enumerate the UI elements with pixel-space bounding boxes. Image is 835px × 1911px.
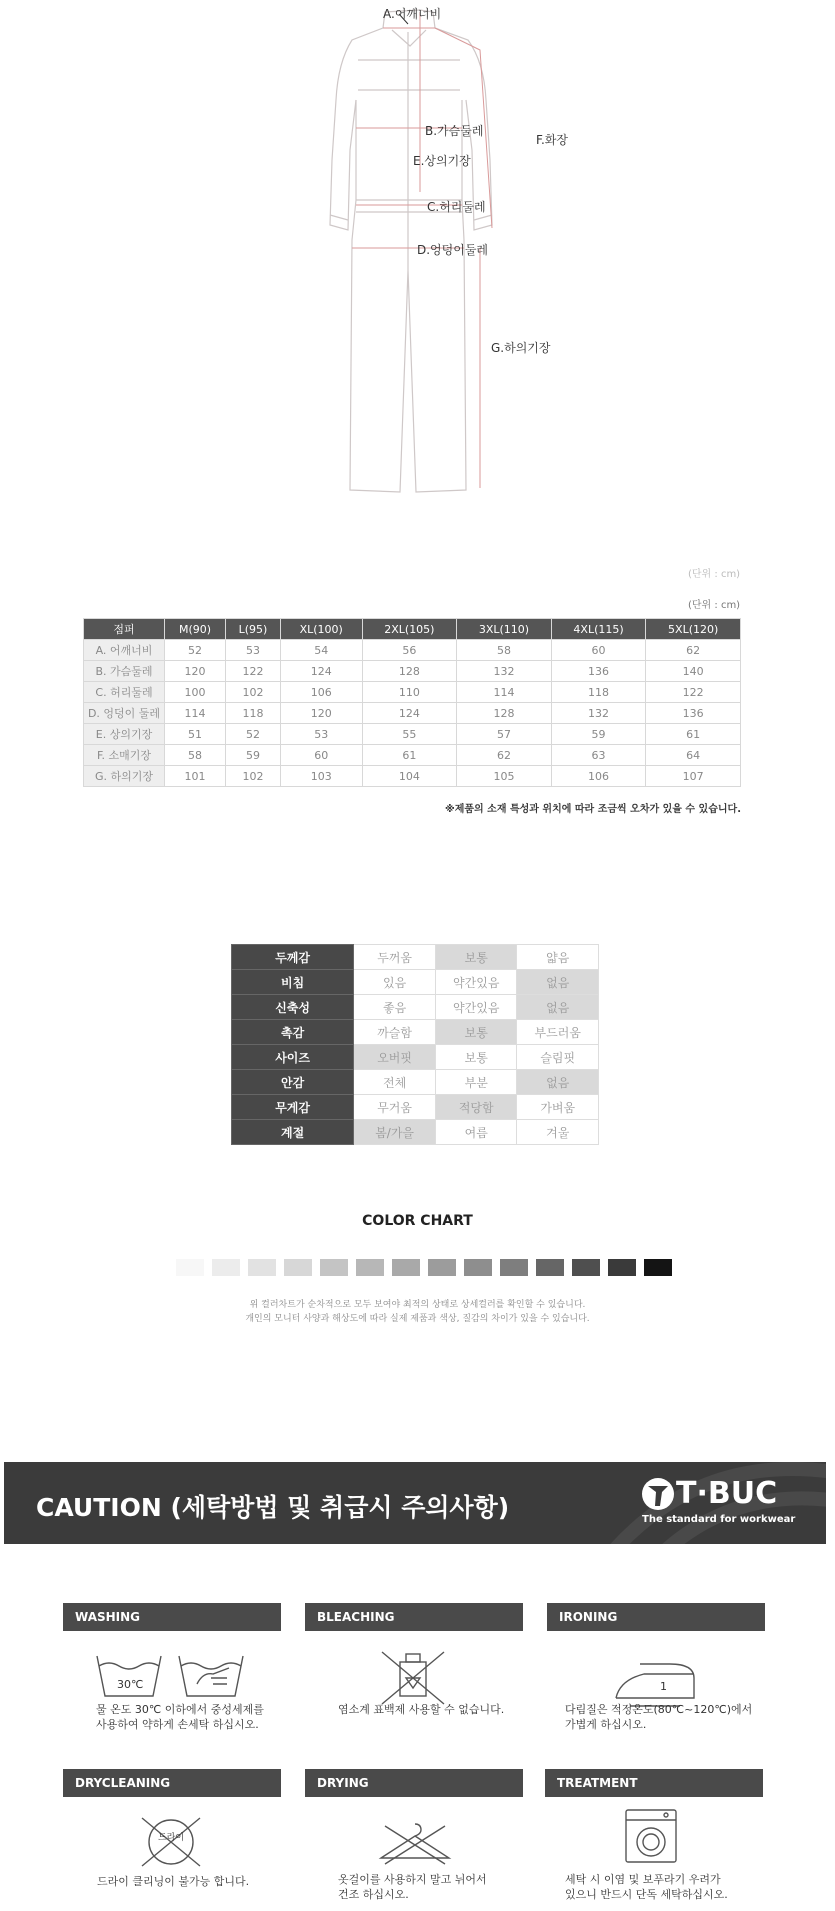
size-col: 5XL(120)	[646, 619, 741, 640]
size-cell: 118	[226, 703, 281, 724]
property-name: 두께감	[232, 945, 354, 970]
size-cell: 105	[457, 766, 552, 787]
washing-machine-icon	[622, 1806, 682, 1866]
property-name: 무게감	[232, 1095, 354, 1120]
size-cell: 103	[280, 766, 362, 787]
washing-text: 물 온도 30℃ 이하에서 중성세제를 사용하여 약하게 손세탁 하십시오.	[96, 1703, 264, 1731]
size-cell: 54	[280, 640, 362, 661]
label-hip: D.엉덩이둘레	[417, 243, 489, 257]
size-cell: 62	[646, 640, 741, 661]
bleaching-text: 염소계 표백제 사용할 수 없습니다.	[338, 1703, 505, 1716]
size-cell: 57	[457, 724, 552, 745]
property-option: 무거움	[354, 1095, 436, 1120]
size-row-label: E. 상의기장	[84, 724, 165, 745]
size-cell: 59	[226, 745, 281, 766]
property-row	[232, 1070, 599, 1095]
ironing-header: IRONING	[547, 1603, 765, 1631]
caution-banner	[4, 1462, 826, 1544]
property-option-selected: 오버핏	[354, 1045, 436, 1070]
size-cell: 59	[551, 724, 646, 745]
property-option-selected: 보통	[436, 1020, 517, 1045]
garment-diagram	[0, 0, 835, 540]
property-name: 촉감	[232, 1020, 354, 1045]
iron-icon	[610, 1658, 700, 1708]
size-cell: 61	[646, 724, 741, 745]
color-swatch-strip	[176, 1259, 672, 1276]
property-option: 여름	[436, 1120, 517, 1145]
color-chart-title: COLOR CHART	[362, 1213, 473, 1229]
color-chart-note-1: 위 컬러차트가 순차적으로 모두 보여야 최적의 상태로 상세컬러를 확인할 수 있습니다.	[249, 1300, 586, 1310]
size-cell: 114	[457, 682, 552, 703]
size-cell: 132	[457, 661, 552, 682]
size-cell: 58	[165, 745, 226, 766]
unit-label-faded: (단위 : cm)	[688, 569, 741, 580]
hand-wash-icon	[95, 1652, 245, 1702]
size-row	[84, 640, 741, 661]
label-chest: B.가슴둘레	[425, 124, 484, 138]
size-cell: 61	[362, 745, 457, 766]
size-cell: 106	[551, 766, 646, 787]
size-col: L(95)	[226, 619, 281, 640]
size-cell: 102	[226, 766, 281, 787]
size-row-label: D. 엉덩이 둘레	[84, 703, 165, 724]
size-cell: 104	[362, 766, 457, 787]
size-row	[84, 661, 741, 682]
property-option-selected: 없음	[517, 1070, 599, 1095]
ironing-text: 다림질은 적정온도(80℃~120℃)에서 가볍게 하십시오.	[565, 1703, 753, 1731]
drying-text: 옷걸이를 사용하지 말고 뉘어서 건조 하십시오.	[338, 1873, 487, 1901]
property-option-selected: 없음	[517, 970, 599, 995]
property-option-selected: 적당함	[436, 1095, 517, 1120]
property-option: 약간있음	[436, 970, 517, 995]
no-bleach-icon	[378, 1648, 448, 1708]
wash-temp-text: 30℃	[117, 1678, 144, 1691]
size-row	[84, 766, 741, 787]
color-swatch	[608, 1259, 636, 1276]
property-option-selected: 봄/가을	[354, 1120, 436, 1145]
size-cell: 140	[646, 661, 741, 682]
size-cell: 56	[362, 640, 457, 661]
color-swatch	[644, 1259, 672, 1276]
size-cell: 62	[457, 745, 552, 766]
property-option: 있음	[354, 970, 436, 995]
color-swatch	[212, 1259, 240, 1276]
color-swatch	[356, 1259, 384, 1276]
drying-header: DRYING	[305, 1769, 523, 1797]
coverall-sketch	[0, 0, 835, 540]
no-hanger-icon	[375, 1818, 455, 1868]
size-corner: 점퍼	[84, 619, 165, 640]
size-cell: 102	[226, 682, 281, 703]
size-cell: 107	[646, 766, 741, 787]
property-option: 얇음	[517, 945, 599, 970]
color-swatch	[500, 1259, 528, 1276]
size-row	[84, 745, 741, 766]
size-cell: 124	[280, 661, 362, 682]
property-option: 보통	[436, 1045, 517, 1070]
color-swatch	[284, 1259, 312, 1276]
color-swatch	[572, 1259, 600, 1276]
property-row	[232, 945, 599, 970]
size-col: 3XL(110)	[457, 619, 552, 640]
size-cell: 60	[551, 640, 646, 661]
property-row	[232, 1120, 599, 1145]
property-name: 신축성	[232, 995, 354, 1020]
size-cell: 118	[551, 682, 646, 703]
property-name: 사이즈	[232, 1045, 354, 1070]
size-cell: 132	[551, 703, 646, 724]
size-cell: 58	[457, 640, 552, 661]
property-name: 비침	[232, 970, 354, 995]
label-shoulder-width: A.어깨너비	[383, 7, 442, 21]
color-swatch	[428, 1259, 456, 1276]
size-col: XL(100)	[280, 619, 362, 640]
property-option: 좋음	[354, 995, 436, 1020]
property-row	[232, 995, 599, 1020]
property-option: 부드러움	[517, 1020, 599, 1045]
size-row	[84, 703, 741, 724]
brand-logo-icon	[640, 1476, 680, 1516]
drycleaning-text: 드라이 클리닝이 불가능 합니다.	[97, 1875, 250, 1888]
property-option: 겨울	[517, 1120, 599, 1145]
size-cell: 128	[362, 661, 457, 682]
size-cell: 122	[226, 661, 281, 682]
no-dryclean-icon	[136, 1812, 206, 1872]
size-cell: 53	[280, 724, 362, 745]
size-col: M(90)	[165, 619, 226, 640]
size-note: ※제품의 소재 특성과 위치에 따라 조금씩 오차가 있을 수 있습니다.	[444, 804, 741, 815]
size-cell: 122	[646, 682, 741, 703]
size-col: 4XL(115)	[551, 619, 646, 640]
brand-tagline: The standard for workwear	[642, 1514, 796, 1525]
caution-title: CAUTION (세탁방법 및 취급시 주의사항)	[36, 1493, 510, 1522]
label-sleeve: F.화장	[536, 133, 568, 147]
property-row	[232, 1045, 599, 1070]
size-cell: 60	[280, 745, 362, 766]
label-top-length: E.상의기장	[413, 154, 471, 168]
size-chart-table	[83, 618, 741, 787]
color-swatch	[248, 1259, 276, 1276]
washing-header: WASHING	[63, 1603, 281, 1631]
size-cell: 106	[280, 682, 362, 703]
label-pants-length: G.하의기장	[491, 341, 551, 355]
property-option: 까슬함	[354, 1020, 436, 1045]
size-cell: 55	[362, 724, 457, 745]
size-cell: 64	[646, 745, 741, 766]
color-swatch	[392, 1259, 420, 1276]
size-cell: 51	[165, 724, 226, 745]
size-cell: 120	[165, 661, 226, 682]
property-option: 가벼움	[517, 1095, 599, 1120]
treatment-header: TREATMENT	[545, 1769, 763, 1797]
property-option-selected: 없음	[517, 995, 599, 1020]
size-row-label: B. 가슴둘레	[84, 661, 165, 682]
property-option: 전체	[354, 1070, 436, 1095]
property-row	[232, 970, 599, 995]
color-swatch	[464, 1259, 492, 1276]
fabric-property-table	[231, 944, 599, 1145]
size-row-label: C. 허리둘레	[84, 682, 165, 703]
property-row	[232, 1095, 599, 1120]
size-cell: 120	[280, 703, 362, 724]
size-cell: 101	[165, 766, 226, 787]
size-cell: 124	[362, 703, 457, 724]
color-chart-note-2: 개인의 모니터 사양과 해상도에 따라 실제 제품과 색상, 질감의 차이가 있을 수 있습니다.	[245, 1314, 590, 1324]
treatment-text: 세탁 시 이염 및 보푸라기 우려가 있으니 반드시 단독 세탁하십시오.	[565, 1873, 728, 1901]
property-option: 부분	[436, 1070, 517, 1095]
label-waist: C.허리둘레	[427, 200, 486, 214]
size-row	[84, 682, 741, 703]
property-row	[232, 1020, 599, 1045]
property-name: 안감	[232, 1070, 354, 1095]
size-cell: 53	[226, 640, 281, 661]
color-swatch	[320, 1259, 348, 1276]
size-cell: 110	[362, 682, 457, 703]
property-option: 약간있음	[436, 995, 517, 1020]
property-name: 계절	[232, 1120, 354, 1145]
size-cell: 52	[226, 724, 281, 745]
bleaching-header: BLEACHING	[305, 1603, 523, 1631]
property-option-selected: 보통	[436, 945, 517, 970]
size-row-label: A. 어깨너비	[84, 640, 165, 661]
iron-level-text: 1	[660, 1680, 667, 1693]
size-col: 2XL(105)	[362, 619, 457, 640]
size-cell: 136	[646, 703, 741, 724]
drycleaning-header: DRYCLEANING	[63, 1769, 281, 1797]
dryclean-icon-text: 드라이	[158, 1833, 185, 1843]
property-option: 슬림핏	[517, 1045, 599, 1070]
unit-label: (단위 : cm)	[688, 600, 741, 611]
size-cell: 63	[551, 745, 646, 766]
size-row-label: G. 하의기장	[84, 766, 165, 787]
size-cell: 114	[165, 703, 226, 724]
color-swatch	[176, 1259, 204, 1276]
size-cell: 52	[165, 640, 226, 661]
brand-name: T·BUC	[676, 1476, 778, 1511]
property-option: 두꺼움	[354, 945, 436, 970]
size-cell: 100	[165, 682, 226, 703]
color-swatch	[536, 1259, 564, 1276]
size-cell: 128	[457, 703, 552, 724]
size-row	[84, 724, 741, 745]
size-header-row	[84, 619, 741, 640]
size-row-label: F. 소매기장	[84, 745, 165, 766]
size-cell: 136	[551, 661, 646, 682]
